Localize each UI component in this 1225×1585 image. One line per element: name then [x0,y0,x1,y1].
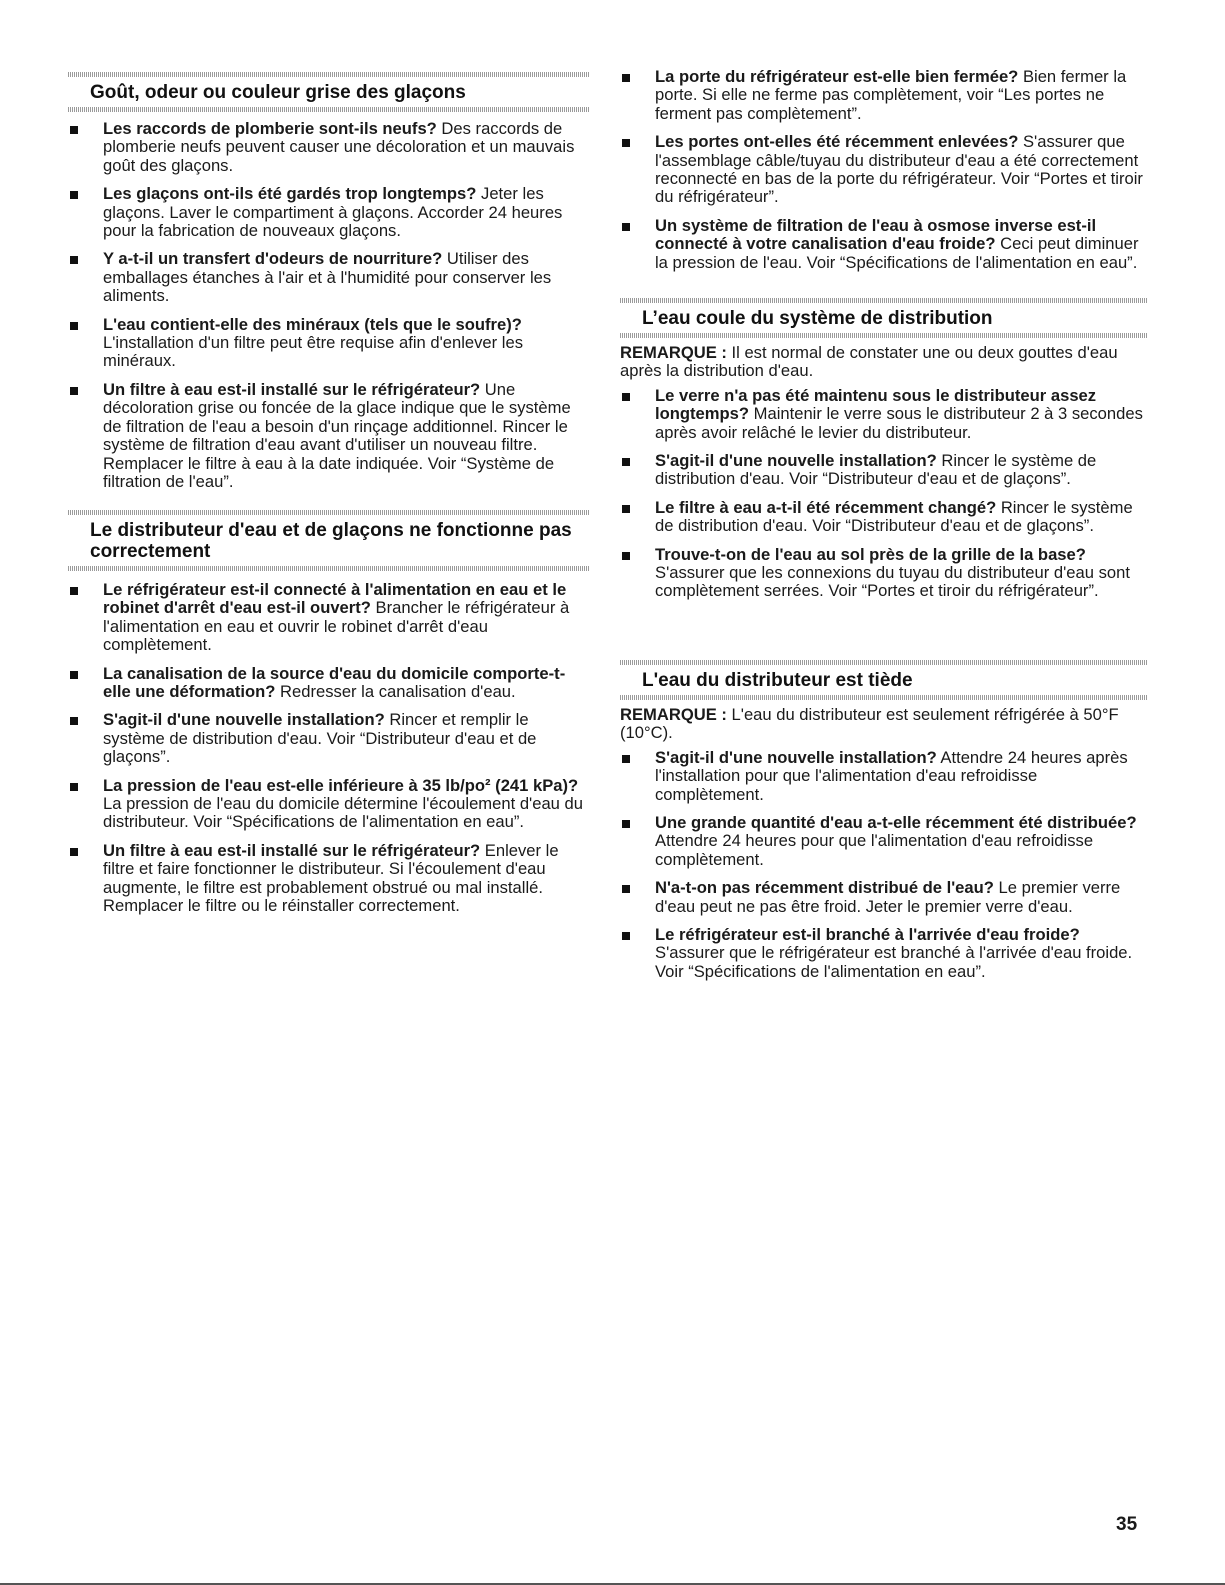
item-answer: Rincer le système de distribution d'eau. Voir “Distributeur d'eau et de glaçons”. [655,497,1133,536]
item-answer: L'installation d'un filtre peut être requise afin d'enlever les minéraux. [103,333,523,371]
note-label: REMARQUE : [620,343,727,362]
list-item [68,842,590,916]
item-question: La pression de l'eau est-elle inférieure à 35 lb/po² (241 kPa)? [103,775,579,795]
item-question: Un filtre à eau est-il installé sur le réfrigérateur? [103,379,481,399]
item-answer: Attendre 24 heures après l'installation pour que l'alimentation d'eau refroidisse complètement. [655,747,1128,804]
list-item [620,217,1148,272]
section-title: Le distributeur d'eau et de glaçons ne fonctionne pas correctement [90,520,572,562]
section-title: Goût, odeur ou couleur grise des glaçons [90,82,466,103]
item-list [620,68,1148,272]
item-question: Les glaçons ont-ils été gardés trop longtemps? [103,184,477,204]
item-question: Le filtre à eau a-t-il été récemment changé? [655,497,997,517]
item-question: Une grande quantité d'eau a-t-elle récemment été distribuée? [655,813,1137,833]
section-bottom-rule [68,566,590,571]
item-question: L'eau contient-elle des minéraux (tels que le soufre)? [103,314,522,334]
section-tiede [620,660,1148,991]
item-answer: Une décoloration grise ou foncée de la glace indique que le système de filtration de l'eau a besoin d'un rinçage additionnel. Rincer le système de filtration d'eau avant d'utiliser un nouveau filtre. Remplacer le filtre à eau à la date indiquée. Voir “Système de filtration de l'eau”. [103,379,571,491]
item-answer: Le premier verre d'eau peut ne pas être froid. Jeter le premier verre d'eau. [655,878,1121,916]
item-question: Un système de filtration de l'eau à osmose inverse est-il connecté à votre canalisation d'eau froide? [655,215,1097,254]
list-item [620,814,1148,869]
list-item [620,879,1148,916]
item-question: Les raccords de plomberie sont-ils neufs? [103,119,437,138]
item-question: La canalisation de la source d'eau du domicile comporte-t-elle une déformation? [103,663,566,702]
section-gout [68,72,590,501]
item-question: S'agit-il d'une nouvelle installation? [655,451,937,471]
item-list [68,120,590,491]
item-answer: La pression de l'eau du domicile détermine l'écoulement d'eau du distributeur. Voir “Spécifications de l'alimentation en eau”. [103,794,583,832]
item-answer: Ceci peut diminuer la pression de l'eau. Voir “Spécifications de l'alimentation en eau”. [655,234,1139,272]
item-question: Le verre n'a pas été maintenu sous le distributeur assez longtemps? [655,385,1097,424]
item-answer: Rincer le système de distribution d'eau. Voir “Distributeur d'eau et de glaçons”. [655,451,1097,489]
list-item [68,316,590,371]
list-item [620,546,1148,601]
section-top-rule [68,72,590,77]
list-item [620,926,1148,981]
item-question: Un filtre à eau est-il installé sur le réfrigérateur? [103,840,481,860]
section-bottom-rule [620,333,1148,338]
section-top-rule [68,510,590,515]
item-question: Trouve-t-on de l'eau au sol près de la grille de la base? [655,544,1086,564]
item-question: S'agit-il d'une nouvelle installation? [103,710,385,730]
list-item [68,381,590,491]
note [620,344,1148,381]
item-answer: Des raccords de plomberie neufs peuvent causer une décoloration et un mauvais goût des glaçons. [103,119,575,175]
page-number: 35 [1116,1514,1138,1535]
list-item [620,133,1148,207]
note-label: REMARQUE : [620,705,727,724]
note-text: L'eau du distributeur est seulement réfrigérée à 50°F (10°C). [620,705,1119,743]
item-question: Le réfrigérateur est-il connecté à l'alimentation en eau et le robinet d'arrêt d'eau est-il ouvert? [103,580,567,618]
item-answer: S'assurer que les connexions du tuyau du distributeur d'eau sont complètement serrées. Voir “Portes et tiroir du réfrigérateur”. [655,563,1130,601]
item-answer: Rincer et remplir le système de distribution d'eau. Voir “Distributeur d'eau et de glaçons”. [103,710,537,767]
note-text: Il est normal de constater une ou deux gouttes d'eau après la distribution d'eau. [620,343,1118,381]
list-item [68,250,590,305]
item-list [620,749,1148,981]
item-answer: Bien fermer la porte. Si elle ne ferme pas complètement, voir “Les portes ne ferment pas complètement”. [655,67,1127,123]
item-answer: Attendre 24 heures pour que l'alimentation d'eau refroidisse complètement. [655,831,1094,869]
section-top-rule [620,660,1148,665]
note [620,706,1148,743]
item-answer: S'assurer que le réfrigérateur est branché à l'arrivée d'eau froide. Voir “Spécifications de l'alimentation en eau”. [655,943,1133,981]
item-answer: Enlever le filtre et faire fonctionner le distributeur. Si l'écoulement d'eau augmente, le filtre est probablement obstrué ou mal installé. Remplacer le filtre ou le réinstaller correctement. [103,840,559,916]
item-answer: Maintenir le verre sous le distributeur 2 à 3 secondes après avoir relâché le levier du distributeur. [655,404,1143,442]
list-item [68,777,590,832]
list-item [68,120,590,175]
list-item [620,749,1148,804]
item-question: Les portes ont-elles été récemment enlevées? [655,132,1019,152]
item-question: Le réfrigérateur est-il branché à l'arrivée d'eau froide? [655,925,1080,945]
item-answer: Jeter les glaçons. Laver le compartiment à glaçons. Accorder 24 heures pour la fabrication de nouveaux glaçons. [103,184,563,241]
item-list [68,581,590,916]
item-answer: Redresser la canalisation d'eau. [275,682,516,702]
item-question: Y a-t-il un transfert d'odeurs de nourriture? [103,249,443,269]
list-item [620,68,1148,123]
section-top-rule [620,298,1148,303]
item-question: S'agit-il d'une nouvelle installation? [655,747,937,767]
section-distributeur [68,510,590,926]
section-title: L’eau coule du système de distribution [642,308,993,329]
item-question: N'a-t-on pas récemment distribué de l'eau? [655,878,994,898]
item-answer: Utiliser des emballages étanches à l'air et à l'humidité pour conserver les aliments. [103,249,552,306]
section-suite [620,68,1148,282]
list-item [620,499,1148,536]
item-list [620,387,1148,601]
item-question: La porte du réfrigérateur est-elle bien fermée? [655,67,1019,86]
list-item [620,387,1148,442]
item-answer: Brancher le réfrigérateur à l'alimentation en eau et ouvrir le robinet d'arrêt d'eau complètement. [103,598,570,655]
list-item [68,711,590,766]
list-item [68,581,590,655]
list-item [620,452,1148,489]
section-coule [620,298,1148,611]
list-item [68,665,590,702]
item-answer: S'assurer que l'assemblage câble/tuyau du distributeur d'eau a été correctement reconnecté en bas de la porte du réfrigérateur. Voir “Portes et tiroir du réfrigérateur”. [655,132,1143,207]
list-item [68,185,590,240]
section-bottom-rule [620,695,1148,700]
section-bottom-rule [68,107,590,112]
section-title: L'eau du distributeur est tiède [642,670,913,691]
